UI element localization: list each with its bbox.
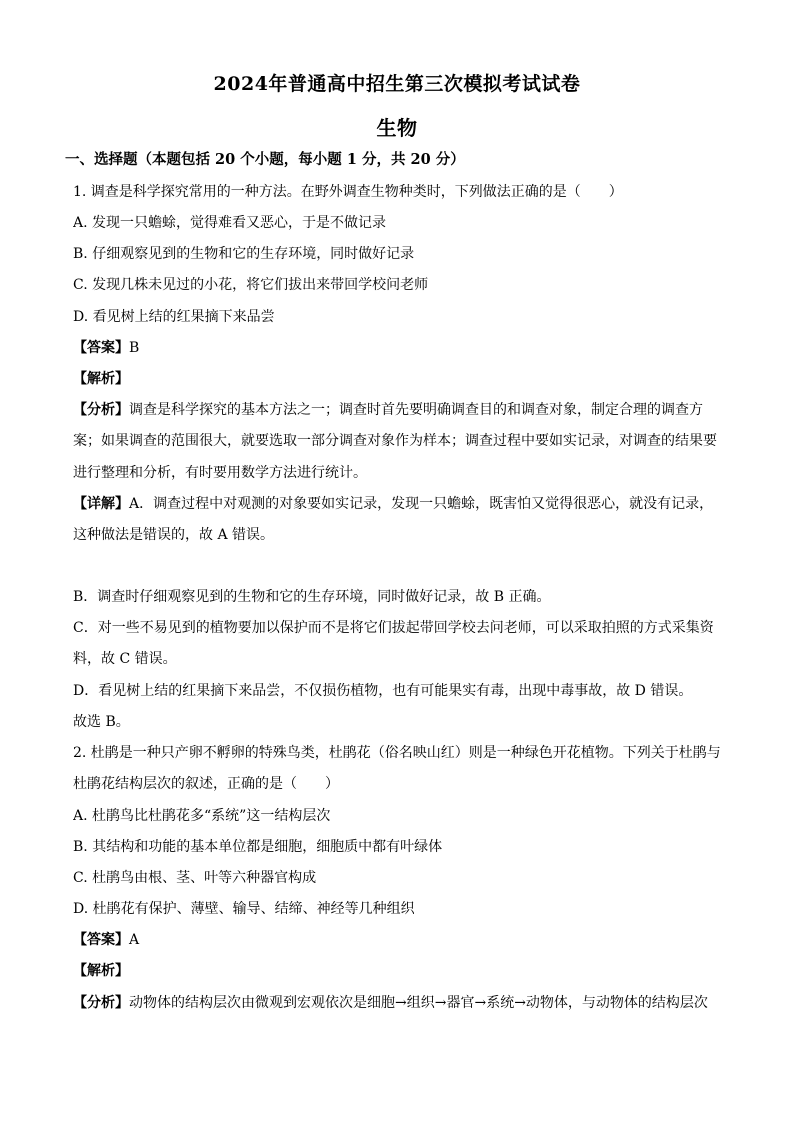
q1-fenxi-line-3: 进行整理和分析，有时要用数学方法进行统计。: [73, 465, 367, 481]
q1-stem: 1. 调查是科学探究常用的一种方法。在野外调查生物种类时，下列做法正确的是（ ）: [73, 184, 623, 200]
q1-detail-line-6: D．看见树上结的红果摘下来品尝，不仅损伤植物，也有可能果实有毒，出现中毒事故，故 D 错误。: [73, 683, 693, 699]
q2-answer: [73, 930, 723, 950]
q1-option-b: B. 仔细观察见到的生物和它的生存环境，同时做好记录: [73, 246, 415, 262]
q1-detail-line-2: 这种做法是错误的，故 A 错误。: [73, 527, 275, 543]
q2-stem-line-1: 2. 杜鹃是一种只产卵不孵卵的特殊鸟类，杜鹃花（俗名映山红）则是一种绿色开花植物。下列关于杜鹃与: [73, 745, 721, 761]
fenxi-text: 动物体的结构层次由微观到宏观依次是细胞→组织→器官→系统→动物体，与动物体的结构层次: [129, 995, 708, 1011]
fenxi-tag: 【分析】: [73, 402, 129, 418]
q1-detail-line-4: C．对一些不易见到的植物要加以保护而不是将它们拔起带回学校去问老师，可以采取拍照的方式采集资: [73, 620, 714, 636]
q2-option-a: A. 杜鹃鸟比杜鹃花多“系统”这一结构层次: [73, 808, 331, 824]
q1-fenxi-line-2: 案；如果调查的范围很大，就要选取一部分调查对象作为样本；调查过程中要如实记录，对调查的结果要: [73, 433, 717, 449]
q1-option-d: D. 看见树上结的红果摘下来品尝: [73, 309, 275, 325]
q2-option-d: D. 杜鹃花有保护、薄壁、输导、结缔、神经等几种组织: [73, 901, 415, 917]
fenxi-text: 调查是科学探究的基本方法之一；调查时首先要明确调查目的和调查对象，制定合理的调查方: [129, 402, 703, 418]
answer-tag: 【答案】: [73, 340, 129, 356]
q2-analysis-tag: 【解析】: [73, 963, 129, 979]
answer-tag: 【答案】: [73, 932, 129, 948]
q1-option-a: A. 发现一只蟾蜍，觉得难看又恶心，于是不做记录: [73, 215, 387, 231]
detail-text: A．调查过程中对观测的对象要如实记录，发现一只蟾蜍，既害怕又觉得很恶心，就没有记录，: [129, 496, 714, 512]
exam-title: 2024年普通高中招生第三次模拟考试试卷: [213, 73, 581, 95]
fenxi-tag: 【分析】: [73, 995, 129, 1011]
q1-detail-line-3: B．调查时仔细观察见到的生物和它的生存环境，同时做好记录，故 B 正确。: [73, 589, 551, 605]
q1-detail-line-7: 故选 B。: [73, 714, 130, 730]
answer-value: B: [129, 340, 140, 356]
detail-tag: 【详解】: [73, 496, 129, 512]
q1-detail-line-5: 料，故 C 错误。: [73, 651, 177, 667]
subject-title: 生物: [376, 116, 418, 140]
q2-fenxi: [73, 993, 723, 1013]
q1-analysis-tag: 【解析】: [73, 371, 129, 387]
q1-answer: [73, 338, 723, 358]
answer-value: A: [129, 932, 140, 948]
q2-option-c: C. 杜鹃鸟由根、茎、叶等六种器官构成: [73, 870, 317, 886]
q1-option-c: C. 发现几株未见过的小花，将它们拔出来带回学校问老师: [73, 277, 429, 293]
q1-fenxi: [73, 400, 723, 420]
q1-detail: [73, 494, 723, 514]
section-heading: 一、选择题（本题包括 20 个小题，每小题 1 分，共 20 分）: [65, 151, 465, 168]
q2-option-b: B. 其结构和功能的基本单位都是细胞，细胞质中都有叶绿体: [73, 839, 443, 855]
q2-stem-line-2: 杜鹃花结构层次的叙述，正确的是（ ）: [73, 776, 339, 792]
